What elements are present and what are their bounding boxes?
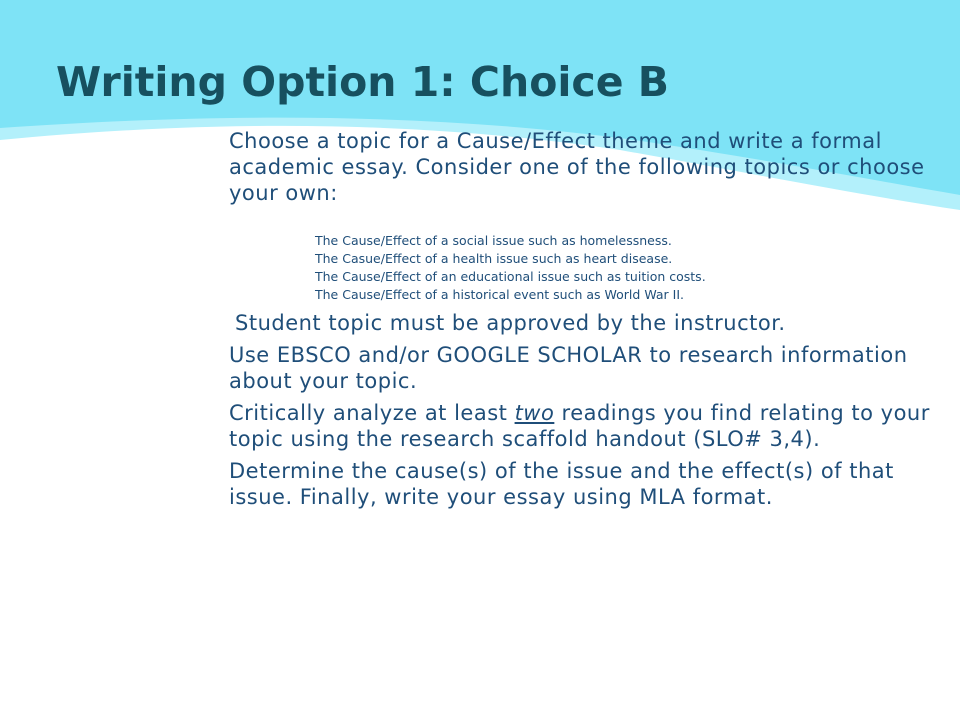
analyze-note-emphasis: two <box>514 401 555 425</box>
topic-item-education: The Cause/Effect of an educational issue such as tuition costs. <box>315 269 706 284</box>
topic-item-history: The Cause/Effect of a historical event such as World War II. <box>315 287 684 302</box>
slide-body <box>229 128 934 510</box>
topic-list <box>315 232 934 304</box>
topic-item-health: The Casue/Effect of a health issue such as heart disease. <box>315 251 673 266</box>
intro-paragraph: Choose a topic for a Cause/Effect theme and write a formal academic essay. Consider one of the following topics or choose your own: <box>229 129 925 205</box>
determine-note: Determine the cause(s) of the issue and the effect(s) of that issue. Finally, write your essay using MLA format. <box>229 459 894 509</box>
analyze-note-end: readings you find relating to your topic using the research scaffold handout (SLO# 3,4). <box>229 401 930 451</box>
research-note: Use EBSCO and/or GOOGLE SCHOLAR to research information about your topic. <box>229 343 908 393</box>
topic-item-social: The Cause/Effect of a social issue such as homelessness. <box>315 233 672 248</box>
slide-title: Writing Option 1: Choice B <box>56 58 670 106</box>
approval-note: Student topic must be approved by the instructor. <box>235 311 786 335</box>
analyze-note <box>229 400 934 452</box>
analyze-note-start: Critically analyze at least <box>229 401 515 425</box>
